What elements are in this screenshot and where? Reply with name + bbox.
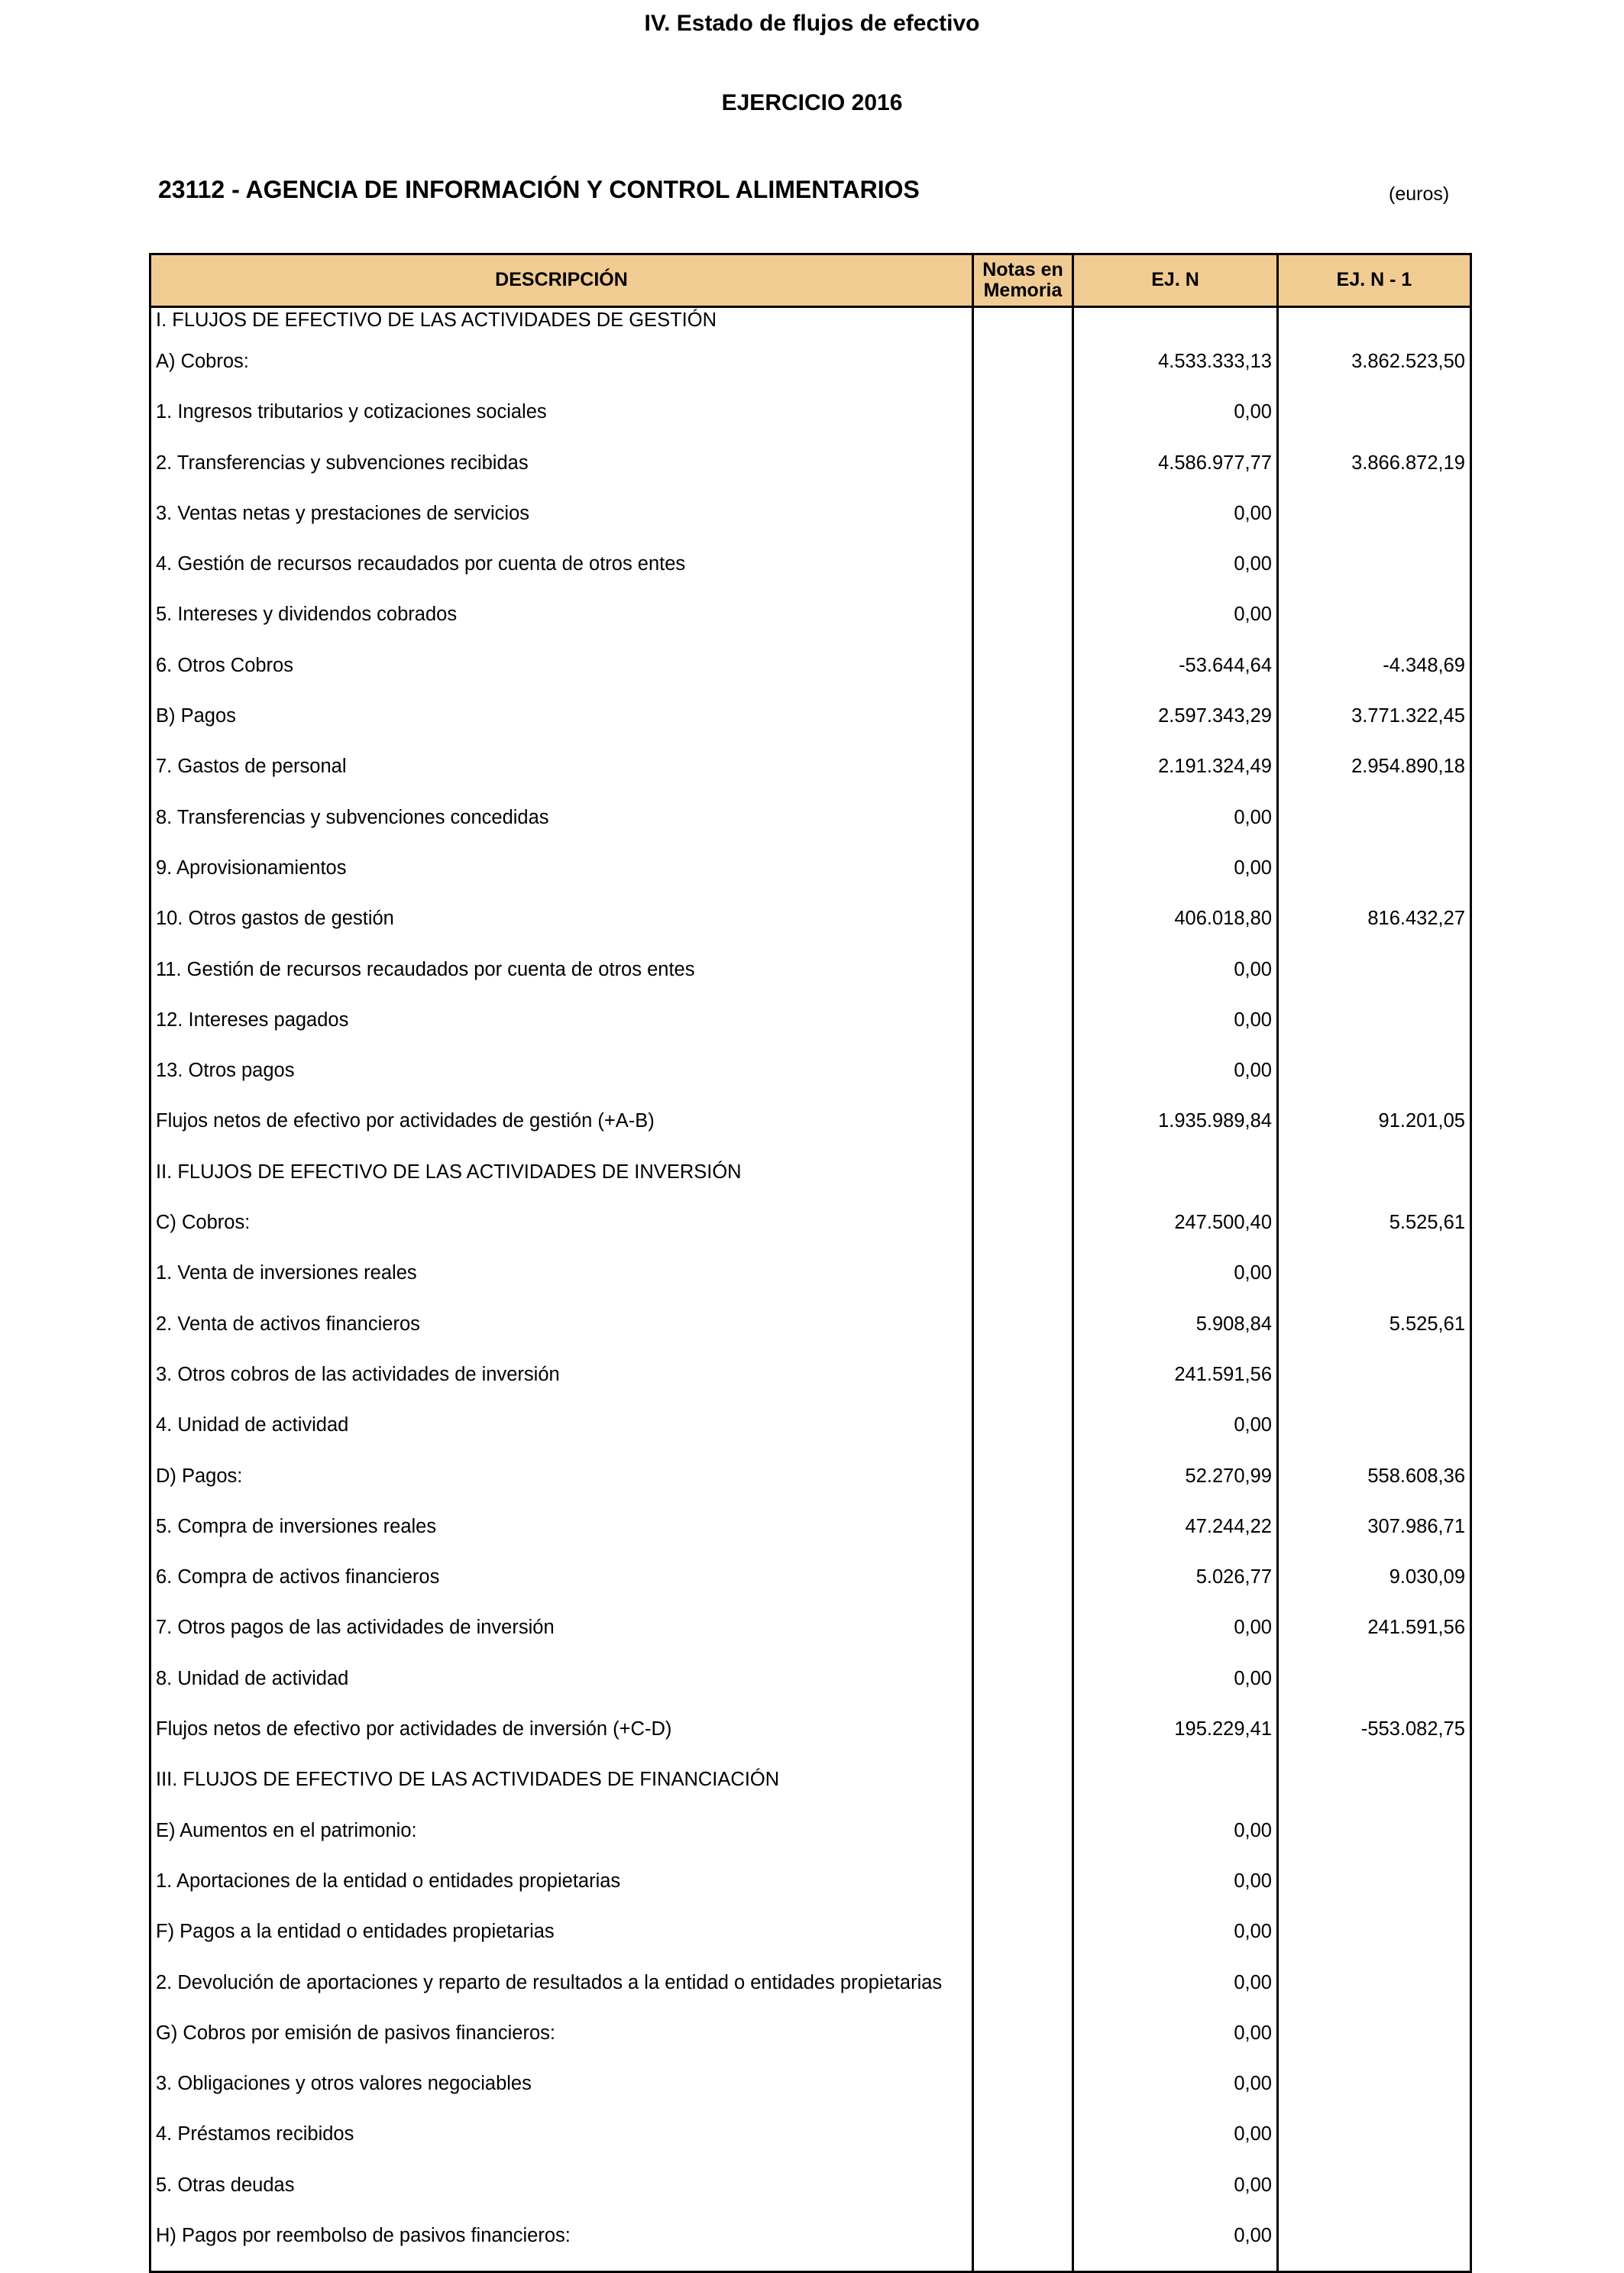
row-value-current-year: 0,00 bbox=[1073, 1005, 1278, 1055]
table-header-row bbox=[150, 254, 1471, 307]
row-value-current-year: 0,00 bbox=[1073, 1258, 1278, 1308]
row-value-previous-year bbox=[1278, 1055, 1471, 1106]
row-value-current-year: 4.586.977,77 bbox=[1073, 448, 1278, 498]
row-notes bbox=[973, 1461, 1073, 1511]
row-notes bbox=[973, 1967, 1073, 2018]
row-value-previous-year: 3.771.322,45 bbox=[1278, 701, 1471, 751]
row-notes bbox=[973, 853, 1073, 903]
row-value-previous-year bbox=[1278, 307, 1471, 347]
row-value-current-year: 5.026,77 bbox=[1073, 1562, 1278, 1612]
row-description: 2. Devolución de aportaciones y reparto de resultados a la entidad o entidades propietarias bbox=[150, 1967, 973, 2018]
table-row bbox=[150, 1967, 1471, 2018]
row-notes bbox=[973, 1663, 1073, 1714]
row-notes bbox=[973, 2068, 1073, 2119]
page-title: IV. Estado de flujos de efectivo bbox=[644, 11, 980, 36]
table-row bbox=[150, 1309, 1471, 1359]
row-value-previous-year bbox=[1278, 954, 1471, 1005]
row-notes bbox=[973, 650, 1073, 701]
table-row bbox=[150, 954, 1471, 1005]
row-value-current-year: 47.244,22 bbox=[1073, 1511, 1278, 1562]
table-row bbox=[150, 346, 1471, 397]
row-description: 2. Transferencias y subvenciones recibidas bbox=[150, 448, 973, 498]
row-value-current-year: 2.597.343,29 bbox=[1073, 701, 1278, 751]
row-notes bbox=[973, 1309, 1073, 1359]
row-description: 8. Unidad de actividad bbox=[150, 1663, 973, 1714]
row-notes bbox=[973, 1511, 1073, 1562]
row-notes bbox=[973, 599, 1073, 649]
row-notes bbox=[973, 2170, 1073, 2220]
row-description: F) Pagos a la entidad o entidades propietarias bbox=[150, 1916, 973, 1967]
row-description: Flujos netos de efectivo por actividades de inversión (+C-D) bbox=[150, 1714, 973, 1764]
row-description: 4. Préstamos recibidos bbox=[150, 2119, 973, 2169]
column-header-previous-year: EJ. N - 1 bbox=[1278, 254, 1471, 307]
column-header-description: DESCRIPCIÓN bbox=[150, 254, 973, 307]
row-description: I. FLUJOS DE EFECTIVO DE LAS ACTIVIDADES DE GESTIÓN bbox=[150, 307, 973, 347]
table-row bbox=[150, 1764, 1471, 1815]
row-value-previous-year bbox=[1278, 1967, 1471, 2018]
row-value-current-year: 0,00 bbox=[1073, 802, 1278, 853]
row-notes bbox=[973, 1106, 1073, 1156]
row-notes bbox=[973, 2220, 1073, 2272]
table-row bbox=[150, 1461, 1471, 1511]
row-value-current-year: 0,00 bbox=[1073, 2220, 1278, 2272]
row-notes bbox=[973, 346, 1073, 397]
table-row bbox=[150, 1055, 1471, 1106]
row-description: 5. Otras deudas bbox=[150, 2170, 973, 2220]
row-value-current-year: 0,00 bbox=[1073, 1612, 1278, 1663]
table-row bbox=[150, 599, 1471, 649]
row-value-previous-year bbox=[1278, 397, 1471, 447]
table-row bbox=[150, 498, 1471, 549]
table-row bbox=[150, 1866, 1471, 1916]
row-value-previous-year: 3.866.872,19 bbox=[1278, 448, 1471, 498]
row-notes bbox=[973, 1258, 1073, 1308]
row-description: 2. Venta de activos financieros bbox=[150, 1309, 973, 1359]
table-row bbox=[150, 2018, 1471, 2068]
row-description: 5. Intereses y dividendos cobrados bbox=[150, 599, 973, 649]
table-row bbox=[150, 1815, 1471, 1866]
table-row bbox=[150, 1157, 1471, 1207]
row-value-current-year: 2.191.324,49 bbox=[1073, 751, 1278, 801]
row-description: 1. Aportaciones de la entidad o entidades propietarias bbox=[150, 1866, 973, 1916]
row-value-previous-year bbox=[1278, 549, 1471, 599]
row-description: III. FLUJOS DE EFECTIVO DE LAS ACTIVIDADES DE FINANCIACIÓN bbox=[150, 1764, 973, 1815]
row-notes bbox=[973, 1916, 1073, 1967]
row-value-previous-year bbox=[1278, 1258, 1471, 1308]
row-value-previous-year bbox=[1278, 498, 1471, 549]
row-value-previous-year: 5.525,61 bbox=[1278, 1309, 1471, 1359]
row-description: 5. Compra de inversiones reales bbox=[150, 1511, 973, 1562]
table-row bbox=[150, 307, 1471, 347]
table-row bbox=[150, 549, 1471, 599]
table-row bbox=[150, 1207, 1471, 1258]
row-description: 12. Intereses pagados bbox=[150, 1005, 973, 1055]
table-row bbox=[150, 701, 1471, 751]
row-value-previous-year bbox=[1278, 1866, 1471, 1916]
row-value-current-year: 0,00 bbox=[1073, 954, 1278, 1005]
row-description: 7. Gastos de personal bbox=[150, 751, 973, 801]
table-row bbox=[150, 1562, 1471, 1612]
table-row bbox=[150, 903, 1471, 954]
row-value-previous-year: 5.525,61 bbox=[1278, 1207, 1471, 1258]
row-description: G) Cobros por emisión de pasivos financieros: bbox=[150, 2018, 973, 2068]
table-row bbox=[150, 2170, 1471, 2220]
row-notes bbox=[973, 751, 1073, 801]
row-value-previous-year bbox=[1278, 1005, 1471, 1055]
row-description: 4. Gestión de recursos recaudados por cuenta de otros entes bbox=[150, 549, 973, 599]
row-value-current-year: 0,00 bbox=[1073, 397, 1278, 447]
row-description: 9. Aprovisionamientos bbox=[150, 853, 973, 903]
table-row bbox=[150, 397, 1471, 447]
row-description: 3. Ventas netas y prestaciones de servicios bbox=[150, 498, 973, 549]
row-value-current-year: 1.935.989,84 bbox=[1073, 1106, 1278, 1156]
currency-unit: (euros) bbox=[1389, 183, 1450, 205]
row-value-current-year: 0,00 bbox=[1073, 498, 1278, 549]
row-value-current-year: 52.270,99 bbox=[1073, 1461, 1278, 1511]
row-notes bbox=[973, 802, 1073, 853]
row-value-current-year: 0,00 bbox=[1073, 1663, 1278, 1714]
row-notes bbox=[973, 1410, 1073, 1460]
table-row bbox=[150, 1916, 1471, 1967]
entity-name: 23112 - AGENCIA DE INFORMACIÓN Y CONTROL ALIMENTARIOS bbox=[158, 176, 920, 203]
row-notes bbox=[973, 498, 1073, 549]
column-header-notes: Notas en Memoria bbox=[973, 254, 1073, 307]
row-value-previous-year bbox=[1278, 2220, 1471, 2272]
row-value-previous-year bbox=[1278, 802, 1471, 853]
table-row bbox=[150, 1511, 1471, 1562]
table-row bbox=[150, 1410, 1471, 1460]
row-value-current-year: 0,00 bbox=[1073, 1866, 1278, 1916]
row-notes bbox=[973, 1055, 1073, 1106]
row-value-current-year: 0,00 bbox=[1073, 549, 1278, 599]
row-description: Flujos netos de efectivo por actividades de gestión (+A-B) bbox=[150, 1106, 973, 1156]
table-row bbox=[150, 751, 1471, 801]
row-value-previous-year bbox=[1278, 599, 1471, 649]
table-row bbox=[150, 2068, 1471, 2119]
row-description: 3. Otros cobros de las actividades de inversión bbox=[150, 1359, 973, 1410]
row-value-current-year: 0,00 bbox=[1073, 1055, 1278, 1106]
fiscal-year: EJERCICIO 2016 bbox=[721, 90, 903, 115]
row-value-previous-year bbox=[1278, 1815, 1471, 1866]
row-value-previous-year: 558.608,36 bbox=[1278, 1461, 1471, 1511]
row-notes bbox=[973, 1562, 1073, 1612]
row-description: 7. Otros pagos de las actividades de inversión bbox=[150, 1612, 973, 1663]
row-value-previous-year bbox=[1278, 1916, 1471, 1967]
row-notes bbox=[973, 1866, 1073, 1916]
row-description: B) Pagos bbox=[150, 701, 973, 751]
row-notes bbox=[973, 903, 1073, 954]
row-value-previous-year: 2.954.890,18 bbox=[1278, 751, 1471, 801]
row-value-previous-year bbox=[1278, 2119, 1471, 2169]
row-value-current-year: 5.908,84 bbox=[1073, 1309, 1278, 1359]
table-row bbox=[150, 2119, 1471, 2169]
row-description: 6. Otros Cobros bbox=[150, 650, 973, 701]
row-value-previous-year bbox=[1278, 2170, 1471, 2220]
row-description: 10. Otros gastos de gestión bbox=[150, 903, 973, 954]
row-description: 3. Obligaciones y otros valores negociables bbox=[150, 2068, 973, 2119]
row-value-current-year: 0,00 bbox=[1073, 1815, 1278, 1866]
row-description: 11. Gestión de recursos recaudados por cuenta de otros entes bbox=[150, 954, 973, 1005]
row-value-current-year: 195.229,41 bbox=[1073, 1714, 1278, 1764]
row-notes bbox=[973, 954, 1073, 1005]
table-row bbox=[150, 448, 1471, 498]
row-notes bbox=[973, 1714, 1073, 1764]
row-value-previous-year bbox=[1278, 1359, 1471, 1410]
table-row bbox=[150, 1663, 1471, 1714]
row-value-previous-year bbox=[1278, 853, 1471, 903]
table-row bbox=[150, 1106, 1471, 1156]
table-row bbox=[150, 2220, 1471, 2272]
row-notes bbox=[973, 2018, 1073, 2068]
row-value-previous-year: 9.030,09 bbox=[1278, 1562, 1471, 1612]
row-value-previous-year bbox=[1278, 1410, 1471, 1460]
row-notes bbox=[973, 307, 1073, 347]
row-value-current-year bbox=[1073, 1764, 1278, 1815]
row-description: II. FLUJOS DE EFECTIVO DE LAS ACTIVIDADES DE INVERSIÓN bbox=[150, 1157, 973, 1207]
row-value-previous-year: 3.862.523,50 bbox=[1278, 346, 1471, 397]
row-description: 4. Unidad de actividad bbox=[150, 1410, 973, 1460]
row-value-current-year: 0,00 bbox=[1073, 1916, 1278, 1967]
row-notes bbox=[973, 1815, 1073, 1866]
row-value-current-year: 0,00 bbox=[1073, 2068, 1278, 2119]
table-row bbox=[150, 1005, 1471, 1055]
row-description: E) Aumentos en el patrimonio: bbox=[150, 1815, 973, 1866]
row-notes bbox=[973, 701, 1073, 751]
row-value-current-year: 0,00 bbox=[1073, 1967, 1278, 2018]
row-value-current-year: 4.533.333,13 bbox=[1073, 346, 1278, 397]
table-row bbox=[150, 853, 1471, 903]
row-value-current-year bbox=[1073, 307, 1278, 347]
row-value-previous-year bbox=[1278, 2068, 1471, 2119]
row-value-current-year: 0,00 bbox=[1073, 599, 1278, 649]
row-description: 1. Ingresos tributarios y cotizaciones sociales bbox=[150, 397, 973, 447]
row-value-previous-year bbox=[1278, 2018, 1471, 2068]
row-value-previous-year: -4.348,69 bbox=[1278, 650, 1471, 701]
row-value-current-year bbox=[1073, 1157, 1278, 1207]
row-notes bbox=[973, 1612, 1073, 1663]
table-row bbox=[150, 1258, 1471, 1308]
table-row bbox=[150, 1359, 1471, 1410]
row-value-current-year: 247.500,40 bbox=[1073, 1207, 1278, 1258]
row-value-current-year: 0,00 bbox=[1073, 2119, 1278, 2169]
cash-flow-table bbox=[149, 253, 1472, 2273]
column-header-current-year: EJ. N bbox=[1073, 254, 1278, 307]
row-value-previous-year: -553.082,75 bbox=[1278, 1714, 1471, 1764]
row-description: 1. Venta de inversiones reales bbox=[150, 1258, 973, 1308]
row-description: 8. Transferencias y subvenciones concedidas bbox=[150, 802, 973, 853]
row-value-current-year: -53.644,64 bbox=[1073, 650, 1278, 701]
row-value-current-year: 0,00 bbox=[1073, 1410, 1278, 1460]
row-value-previous-year: 816.432,27 bbox=[1278, 903, 1471, 954]
row-notes bbox=[973, 1359, 1073, 1410]
table-row bbox=[150, 802, 1471, 853]
row-description: H) Pagos por reembolso de pasivos financieros: bbox=[150, 2220, 973, 2272]
row-description: 6. Compra de activos financieros bbox=[150, 1562, 973, 1612]
row-notes bbox=[973, 1207, 1073, 1258]
table-row bbox=[150, 1714, 1471, 1764]
row-notes bbox=[973, 1764, 1073, 1815]
table-row bbox=[150, 1612, 1471, 1663]
row-notes bbox=[973, 448, 1073, 498]
row-value-current-year: 0,00 bbox=[1073, 2170, 1278, 2220]
row-value-current-year: 0,00 bbox=[1073, 853, 1278, 903]
row-notes bbox=[973, 2119, 1073, 2169]
table-body bbox=[150, 307, 1471, 2272]
row-value-current-year: 406.018,80 bbox=[1073, 903, 1278, 954]
row-description: C) Cobros: bbox=[150, 1207, 973, 1258]
row-description: A) Cobros: bbox=[150, 346, 973, 397]
row-value-previous-year: 307.986,71 bbox=[1278, 1511, 1471, 1562]
row-value-current-year: 0,00 bbox=[1073, 2018, 1278, 2068]
row-value-current-year: 241.591,56 bbox=[1073, 1359, 1278, 1410]
row-value-previous-year: 91.201,05 bbox=[1278, 1106, 1471, 1156]
table-row bbox=[150, 650, 1471, 701]
row-value-previous-year bbox=[1278, 1663, 1471, 1714]
row-value-previous-year: 241.591,56 bbox=[1278, 1612, 1471, 1663]
row-description: D) Pagos: bbox=[150, 1461, 973, 1511]
row-notes bbox=[973, 1157, 1073, 1207]
row-description: 13. Otros pagos bbox=[150, 1055, 973, 1106]
row-notes bbox=[973, 397, 1073, 447]
row-notes bbox=[973, 1005, 1073, 1055]
row-value-previous-year bbox=[1278, 1157, 1471, 1207]
row-notes bbox=[973, 549, 1073, 599]
row-value-previous-year bbox=[1278, 1764, 1471, 1815]
